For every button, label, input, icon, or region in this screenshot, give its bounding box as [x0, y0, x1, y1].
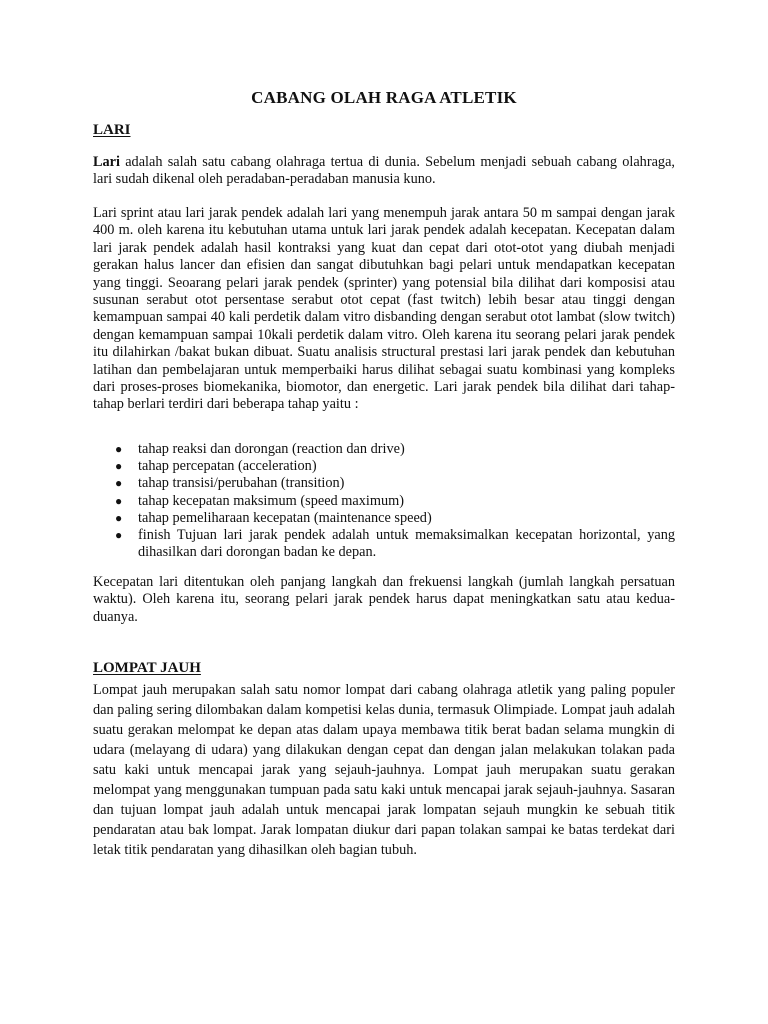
lari-intro-paragraph	[93, 154, 675, 189]
list-item-text: tahap percepatan (acceleration)	[138, 458, 317, 475]
lari-intro-lead: Lari	[93, 154, 121, 170]
stages-list	[93, 441, 675, 561]
list-item	[93, 458, 675, 475]
bullet-icon: ●	[115, 476, 123, 491]
bullet-icon: ●	[115, 493, 123, 508]
list-item	[93, 527, 675, 561]
bullet-icon: ●	[115, 442, 123, 456]
lompat-jauh-paragraph: Lompat jauh merupakan salah satu nomor lompat dari cabang olahraga atletik yang paling populer dan paling sering dilombakan dalam kompetisi kelas dunia, termasuk Olimpiade. Lompat jauh adalah suatu gerakan melompat ke depan atas dalam upaya membawa titik berat badan selama mungkin di udara (melayang di udara) yang dilakukan dengan cepat dan dengan jalan melakukan tolakan pada satu kaki untuk mencapai jarak yang sejauh-jauhnya. Lompat jauh merupakan suatu gerakan melompat yang menggunakan tumpuan pada satu kaki untuk mencapai jarak sejauh-jauhnya. Sasaran dan tujuan lompat jauh adalah untuk mencapai jarak lompatan sejauh mungkin ke sebuah titik pendaratan atau bak lompat. Jarak lompatan diukur dari papan tolakan sampai ke batas terdekat dari letak titik pendaratan yang dihasilkan oleh bagian tubuh.	[93, 682, 675, 858]
list-item-text: finish Tujuan lari jarak pendek adalah untuk memaksimalkan kecepatan horizontal, yang dihasilkan dari dorongan badan ke depan.	[138, 527, 675, 561]
lari-sprint-paragraph: Lari sprint atau lari jarak pendek adalah lari yang menempuh jarak antara 50 m sampai dengan jarak 400 m. oleh karena itu kebutuhan utama untuk lari jarak pendek adalah kecepatan. Kecepatan dalam lari jarak pendek adalah hasil kontraksi yang kuat dan cepat dari otot-otot yang diubah menjadi gerakan halus lancer dan efisien dan sangat dibutuhkan bagi pelari untuk mendapatkan kecepatan yang tinggi. Seoarang pelari jarak pendek (sprinter) yang potensial bila dilihat dari komposisi atau susunan serabut otot persentase serabut otot cepat (fast twitch) lebih besar atau tinggi dengan kemampuan sampai 40 kali perdetik dalam vitro disbanding dengan serabut otot lambat (slow twitch) dengan kemampuan sampai 10kali perdetik dalam vitro. Oleh karena itu seorang pelari jarak pendek itu dilahirkan /bakat bukan dibuat. Suatu analisis structural prestasi lari jarak pendek dan kebutuhan latihan dan pembelajaran untuk memperbaiki harus dilihat sebagai suatu kombinasi yang kompleks dari proses-proses biomekanika, biomotor, dan energetic. Lari jarak pendek bila dilihat dari tahap-tahap berlari terdiri dari beberapa tahap yaitu :	[93, 205, 675, 413]
lari-speed-paragraph: Kecepatan lari ditentukan oleh panjang langkah dan frekuensi langkah (jumlah langkah persatuan waktu). Oleh karena itu, seorang pelari jarak pendek harus dapat meningkatkan satu atau kedua-duanya.	[93, 574, 675, 625]
list-item	[93, 510, 675, 527]
list-item	[93, 441, 675, 458]
section-heading-lari: LARI	[93, 122, 131, 138]
bullet-icon: ●	[115, 459, 123, 474]
list-item-text: tahap pemeliharaan kecepatan (maintenance speed)	[138, 509, 432, 526]
lari-intro-text: adalah salah satu cabang olahraga tertua di dunia. Sebelum menjadi sebuah cabang olahraga, lari sudah dikenal oleh peradaban-peradaban manusia kuno.	[93, 154, 675, 188]
list-item-text: tahap kecepatan maksimum (speed maximum)	[138, 492, 404, 509]
list-item-text: tahap transisi/perubahan (transition)	[138, 475, 345, 492]
section-heading-lompat-jauh: LOMPAT JAUH	[93, 660, 201, 676]
list-item	[93, 493, 675, 510]
list-item-text: tahap reaksi dan dorongan (reaction dan drive)	[138, 441, 405, 457]
list-item	[93, 475, 675, 492]
document-title: CABANG OLAH RAGA ATLETIK	[251, 88, 517, 107]
bullet-icon: ●	[115, 510, 123, 525]
bullet-icon: ●	[115, 528, 123, 543]
